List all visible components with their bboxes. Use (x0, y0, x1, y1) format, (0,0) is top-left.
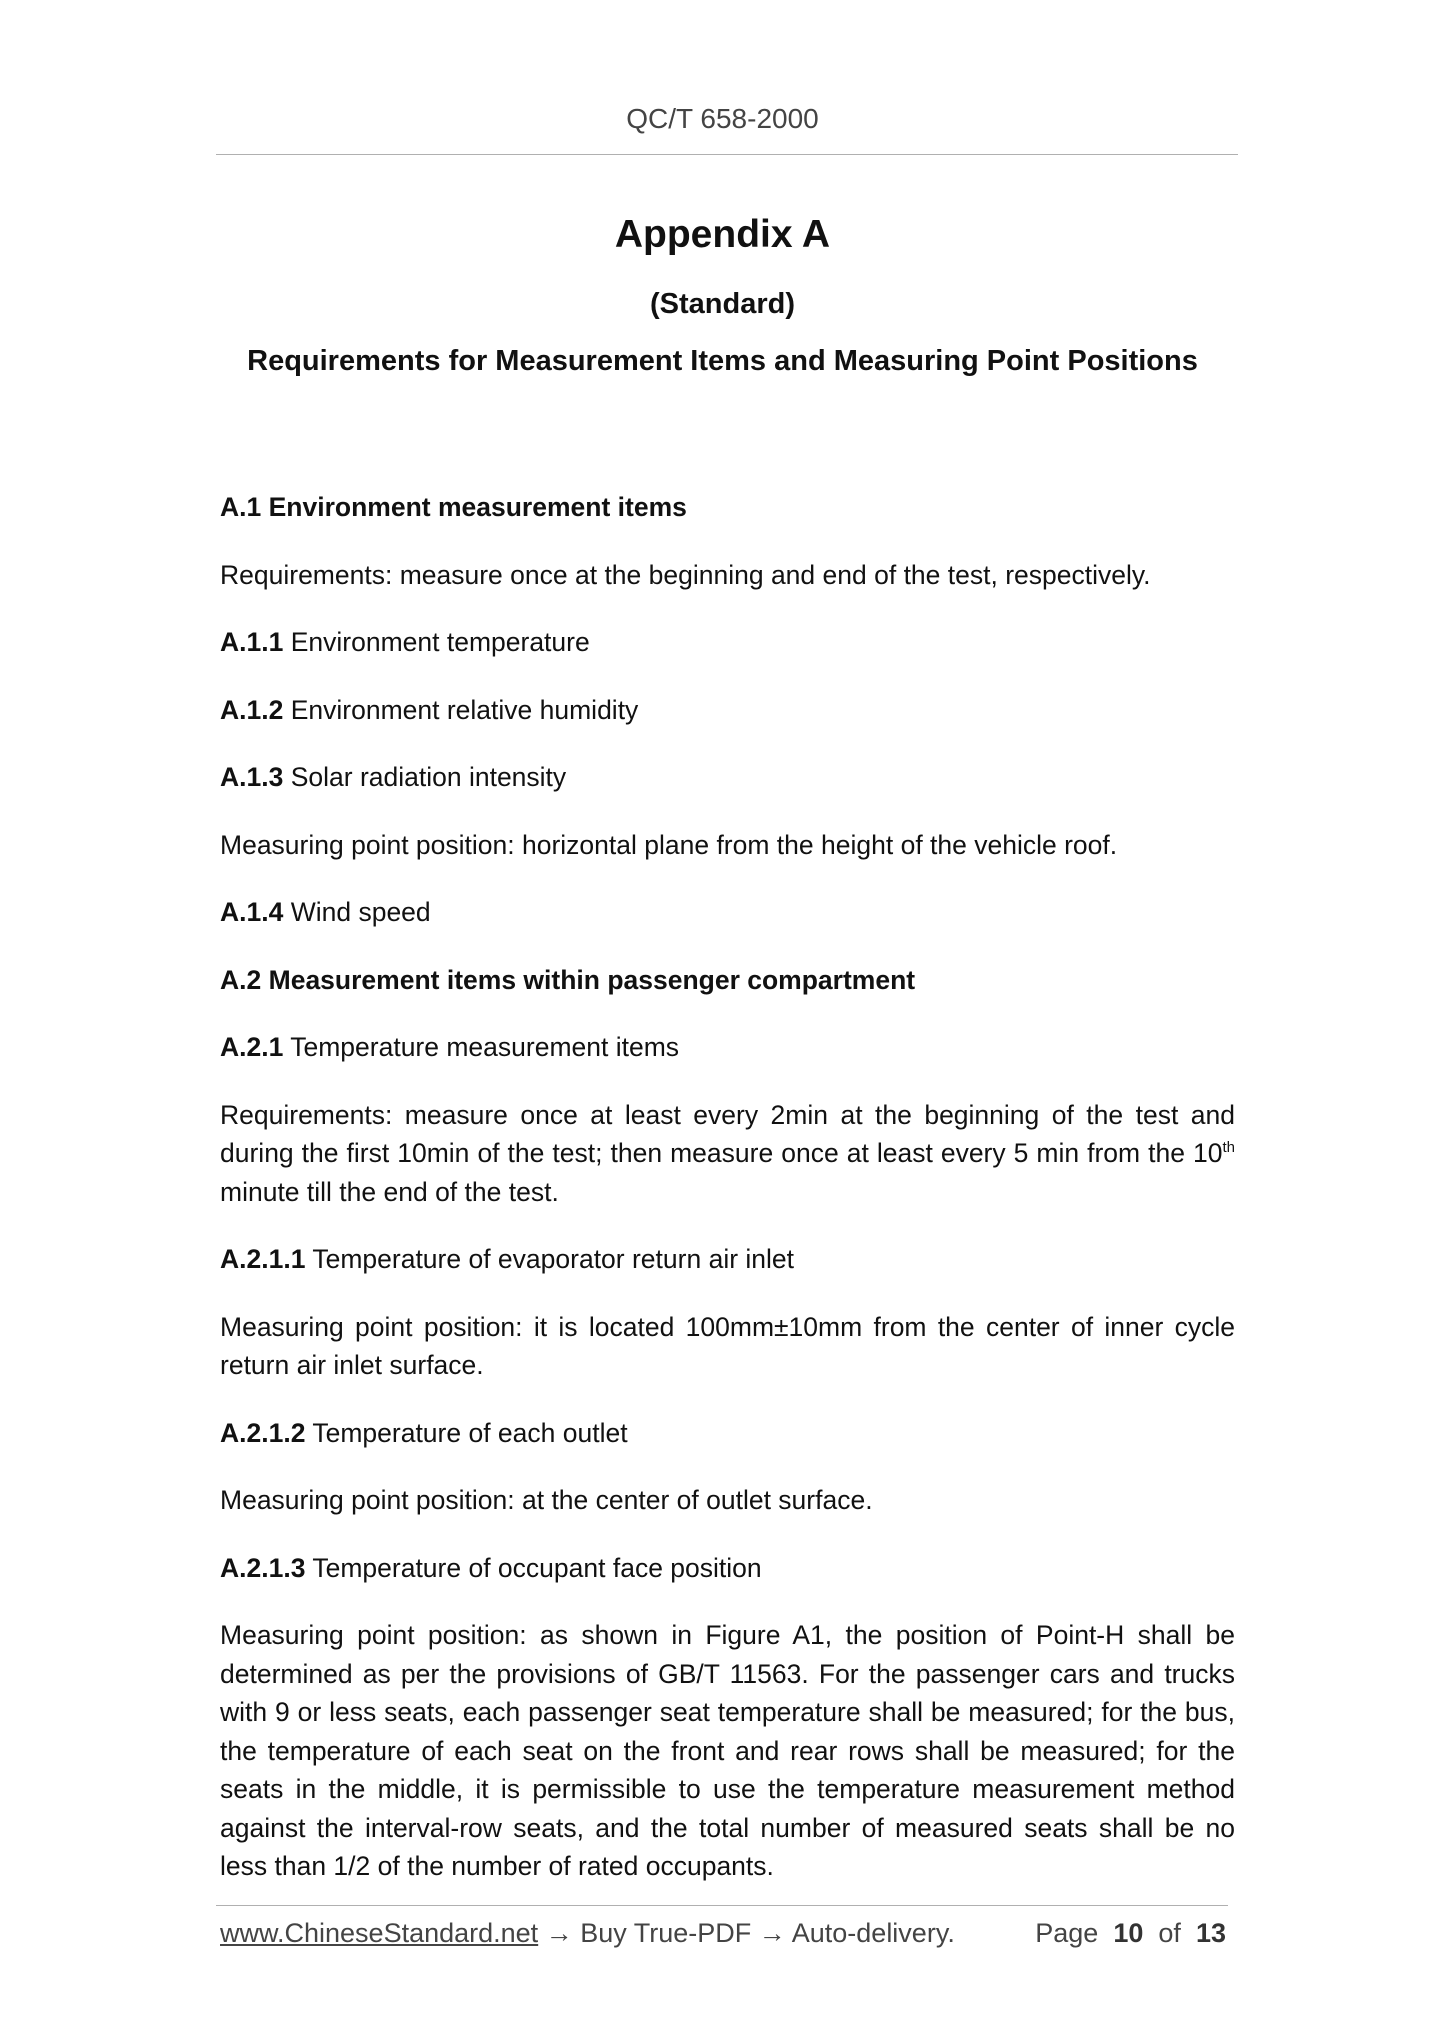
page-word: Page (1035, 1918, 1099, 1948)
footer-promo: → Buy True-PDF → Auto-delivery. (538, 1918, 955, 1948)
clause-a211 (220, 1240, 1235, 1279)
section-number: A.1 (220, 492, 262, 522)
clause-number: A.2.1.2 (220, 1417, 306, 1448)
clause-a212 (220, 1414, 1235, 1453)
clause-text: Temperature of occupant face position (312, 1552, 762, 1583)
page-footer (220, 1918, 1232, 1949)
paragraph: Measuring point position: horizontal plane from the height of the vehicle roof. (220, 829, 1118, 860)
appendix-heading: Requirements for Measurement Items and Measuring Point Positions (247, 345, 1198, 377)
clause-number: A.1.4 (220, 897, 284, 927)
clause-a21 (220, 1028, 1235, 1067)
page-total: 13 (1195, 1918, 1226, 1948)
paragraph: Measuring point position: it is located 100mm±10mm from the center of inner cycle return air inlet surface. (220, 1311, 1235, 1380)
footer-divider (216, 1905, 1228, 1906)
document-code-header: QC/T 658-2000 (626, 103, 819, 134)
ordinal-superscript: th (1222, 1139, 1235, 1157)
clause-a11 (220, 623, 1235, 662)
clause-text: Wind speed (290, 897, 431, 927)
clause-text: Temperature measurement items (290, 1032, 680, 1062)
paragraph: Requirements: measure once at the beginning and end of the test, respectively. (220, 559, 1151, 590)
page-current: 10 (1113, 1918, 1144, 1948)
section-title: Measurement items within passenger compartment (268, 964, 916, 995)
clause-number: A.1.1 (220, 627, 284, 657)
clause-a13 (220, 758, 1235, 797)
clause-number: A.2.1 (220, 1032, 284, 1062)
appendix-subtitle: (Standard) (650, 288, 795, 320)
document-body (220, 488, 1235, 1915)
paragraph: Measuring point position: as shown in Figure A1, the position of Point-H shall be determined as per the provisions of GB/T 11563. For the passenger cars and trucks with 9 or less seats, each passenger seat temperature shall be measured; for the bus, the temperature of each seat on the front and rear rows shall be measured; for the seats in the middle, it is permissible to use the temperature measurement method against the interval-row seats, and the total number of measured seats shall be no less than 1/2 of the number of rated occupants. (220, 1620, 1235, 1881)
clause-number: A.2.1.1 (220, 1244, 306, 1274)
paragraph-text: Requirements: measure once at least every 2min at the beginning of the test and during the first 10min of the test; then measure once at least every 5 min from the 10 (220, 1099, 1235, 1168)
clause-a14 (220, 893, 1235, 932)
paragraph-text: minute till the end of the test. (220, 1176, 559, 1207)
section-a2-heading (220, 961, 1235, 1000)
website-link[interactable]: www.ChineseStandard.net (220, 1918, 539, 1948)
clause-text: Temperature of each outlet (312, 1417, 628, 1448)
clause-text: Temperature of evaporator return air inlet (312, 1244, 795, 1274)
section-a1-heading (220, 488, 1235, 527)
of-word: of (1158, 1918, 1181, 1948)
clause-text: Solar radiation intensity (290, 762, 567, 792)
clause-a213 (220, 1549, 1235, 1588)
clause-text: Environment relative humidity (290, 694, 639, 725)
clause-a12 (220, 691, 1235, 730)
appendix-title: Appendix A (614, 213, 831, 256)
clause-number: A.1.3 (220, 762, 284, 792)
page-indicator (1035, 1918, 1226, 1949)
section-title: Environment measurement items (268, 492, 687, 522)
header-divider (216, 154, 1238, 155)
section-number: A.2 (220, 964, 262, 995)
clause-number: A.1.2 (220, 694, 284, 725)
clause-text: Environment temperature (290, 627, 590, 657)
clause-number: A.2.1.3 (220, 1552, 306, 1583)
paragraph: Measuring point position: at the center of outlet surface. (220, 1485, 873, 1515)
paragraph (220, 1096, 1235, 1212)
